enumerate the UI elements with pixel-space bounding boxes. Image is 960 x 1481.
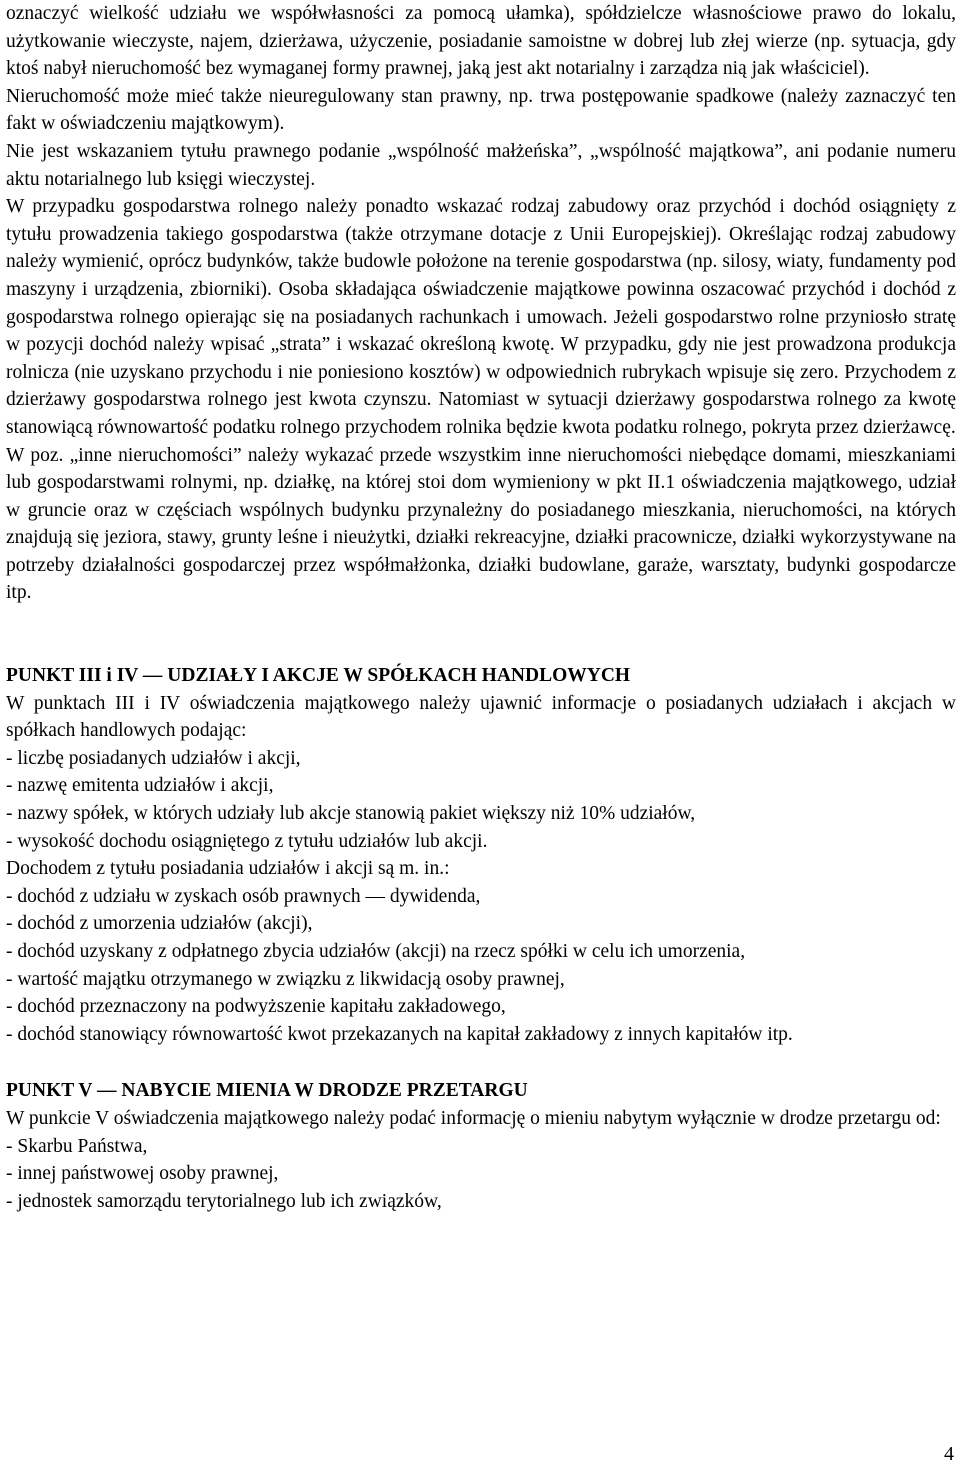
document-page	[6, 0, 956, 1215]
list-item: - dochód stanowiący równowartość kwot przekazanych na kapitał zakładowy z innych kapitałów itp.	[6, 1023, 793, 1045]
list-item: - liczbę posiadanych udziałów i akcji,	[6, 747, 301, 769]
list-item: - Skarbu Państwa,	[6, 1135, 148, 1157]
list-item: - jednostek samorządu terytorialnego lub ich związków,	[6, 1190, 442, 1212]
section-heading: PUNKT V — NABYCIE MIENIA W DRODZE PRZETARGU	[6, 1080, 528, 1102]
paragraph: Nie jest wskazaniem tytułu prawnego podanie „wspólność małżeńska”, „wspólność majątkowa”, ani podanie numeru aktu notarialnego lub księgi wieczystej.	[6, 140, 956, 190]
list-item: - innej państwowej osoby prawnej,	[6, 1163, 279, 1185]
list-item: - nazwy spółek, w których udziały lub akcje stanowią pakiet większy niż 10% udziałów,	[6, 803, 696, 825]
list-item: - dochód uzyskany z odpłatnego zbycia udziałów (akcji) na rzecz spółki w celu ich umorzenia,	[6, 941, 746, 962]
section-heading: PUNKT III i IV — UDZIAŁY I AKCJE W SPÓŁKACH HANDLOWYCH	[6, 665, 631, 687]
list-item: - wysokość dochodu osiągniętego z tytułu udziałów lub akcji.	[6, 830, 488, 852]
section-intro: W punkcie V oświadczenia majątkowego należy podać informację o mieniu nabytym wyłącznie w drodze przetargu od:	[6, 1107, 941, 1129]
section-intro: W punktach III i IV oświadczenia majątkowego należy ujawnić informacje o posiadanych udziałach i akcjach w spółkach handlowych podając:	[6, 692, 956, 742]
income-intro: Dochodem z tytułu posiadania udziałów i akcji są m. in.:	[6, 858, 450, 880]
list-item: - dochód z umorzenia udziałów (akcji),	[6, 913, 313, 935]
list-item: - dochód z udziału w zyskach osób prawnych — dywidenda,	[6, 885, 481, 907]
list-item: - dochód przeznaczony na podwyższenie kapitału zakładowego,	[6, 996, 506, 1018]
section-spacer	[6, 607, 956, 662]
list-item: - nazwę emitenta udziałów i akcji,	[6, 775, 274, 797]
section-spacer	[6, 1048, 956, 1077]
list-item: - wartość majątku otrzymanego w związku z likwidacją osoby prawnej,	[6, 968, 565, 990]
paragraph: W poz. „inne nieruchomości” należy wykazać przede wszystkim inne nieruchomości niebędące domami, mieszkaniami lub gospodarstwami rolnymi, np. działkę, na której stoi dom wymieniony w pkt II.1 oświadczenia majątkowego, udział w gruncie oraz w częściach wspólnych budynku przynależny do posiadanego mieszkania, nieruchomości, na których znajdują się jeziora, stawy, grunty leśne i nieużytki, działki rekreacyjne, działki pracownicze, działki wykorzystywane na potrzeby działalności gospodarczej przez współmałżonka, działki budowlane, garaże, warsztaty, budynki gospodarcze itp.	[6, 444, 956, 604]
page-number: 4	[944, 1443, 954, 1465]
paragraph: oznaczyć wielkość udziału we współwłasności za pomocą ułamka), spółdzielcze własnościowe prawo do lokalu, użytkowanie wieczyste, najem, dzierżawa, użyczenie, posiadanie samoistne w dobrej lub złej wierze (np. sytuacja, gdy ktoś nabył nieruchomość bez wymaganej formy prawnej, jaką jest akt notarialny i zarządza nią jak właściciel).	[6, 3, 956, 80]
paragraph: Nieruchomość może mieć także nieuregulowany stan prawny, np. trwa postępowanie spadkowe (należy zaznaczyć ten fakt w oświadczeniu majątkowym).	[6, 85, 956, 135]
paragraph: W przypadku gospodarstwa rolnego należy ponadto wskazać rodzaj zabudowy oraz przychód i dochód osiągnięty z tytułu prowadzenia takiego gospodarstwa (także otrzymane dotacje z Unii Europejskiej). Określając rodzaj zabudowy należy wymienić, oprócz budynków, także budowle położone na terenie gospodarstwa (np. silosy, wiaty, fundamenty pod maszyny i urządzenia, zbiorniki). Osoba składająca oświadczenie majątkowe powinna oszacować przychód i dochód z gospodarstwa rolnego opierając się na posiadanych rachunkach i umowach. Jeżeli gospodarstwo rolne przyniosło stratę w pozycji dochód należy wpisać „strata” i wskazać określoną kwotę. W przypadku, gdy nie jest prowadzona produkcja rolnicza (nie uzyskano przychodu i nie poniesiono kosztów) w odpowiednich rubrykach wpisuje się zero. Przychodem z dzierżawy gospodarstwa rolnego jest kwota czynszu. Natomiast w sytuacji dzierżawy gospodarstwa rolnego za kwotę stanowiącą równowartość podatku rolnego przychodem rolnika będzie kwota podatku rolnego, pokryta przez dzierżawcę.	[6, 196, 956, 438]
